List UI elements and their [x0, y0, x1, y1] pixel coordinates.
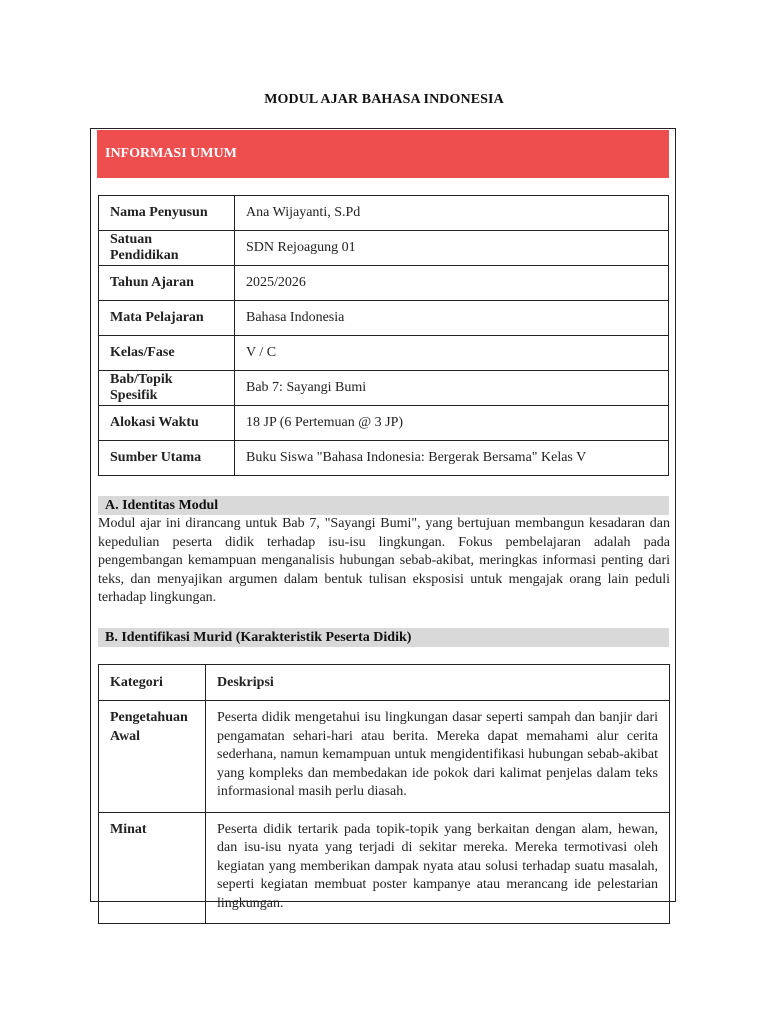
- row-category: Minat: [99, 812, 206, 924]
- column-header-deskripsi: Deskripsi: [206, 665, 670, 701]
- row-label: Tahun Ajaran: [99, 266, 235, 301]
- table-row: [99, 301, 669, 336]
- row-value: Buku Siswa "Bahasa Indonesia: Bergerak Bersama" Kelas V: [235, 441, 669, 476]
- table-row: [99, 441, 669, 476]
- table-row: [99, 812, 670, 924]
- row-category: Pengetahuan Awal: [99, 701, 206, 813]
- row-label: Bab/Topik Spesifik: [99, 371, 235, 406]
- document-frame: [90, 128, 676, 911]
- identitas-modul-heading: A. Identitas Modul: [98, 496, 669, 515]
- table-row: [99, 406, 669, 441]
- row-value: Bahasa Indonesia: [235, 301, 669, 336]
- row-value: V / C: [235, 336, 669, 371]
- column-header-kategori: Kategori: [99, 665, 206, 701]
- identifikasi-murid-table: [98, 664, 670, 924]
- table-row: [99, 371, 669, 406]
- document-title: MODUL AJAR BAHASA INDONESIA: [264, 92, 504, 107]
- row-label: Alokasi Waktu: [99, 406, 235, 441]
- table-row: [99, 231, 669, 266]
- table-row: [99, 266, 669, 301]
- table-header-row: [99, 665, 670, 701]
- row-label: Satuan Pendidikan: [99, 231, 235, 266]
- row-value: 18 JP (6 Pertemuan @ 3 JP): [235, 406, 669, 441]
- row-label: Kelas/Fase: [99, 336, 235, 371]
- informasi-umum-table: [98, 195, 669, 476]
- table-row: [99, 336, 669, 371]
- row-value: Bab 7: Sayangi Bumi: [235, 371, 669, 406]
- row-description: Peserta didik mengetahui isu lingkungan dasar seperti sampah dan banjir dari pengamatan sehari-hari atau berita. Mereka dapat memahami alur cerita sederhana, namun kemampuan untuk mengidentifikasi hubungan sebab-akibat yang kompleks dan membedakan ide pokok dari kalimat penjelas dalam teks informasional masih perlu diasah.: [206, 701, 670, 813]
- identifikasi-murid-heading: B. Identifikasi Murid (Karakteristik Peserta Didik): [98, 628, 669, 647]
- table-row: [99, 701, 670, 813]
- row-label: Sumber Utama: [99, 441, 235, 476]
- row-value: SDN Rejoagung 01: [235, 231, 669, 266]
- row-value: 2025/2026: [235, 266, 669, 301]
- identitas-modul-text: Modul ajar ini dirancang untuk Bab 7, "Sayangi Bumi", yang bertujuan membangun kesadaran dan kepedulian peserta didik terhadap isu-isu lingkungan. Fokus pembelajaran adalah pada pengembangan kemampuan menganalisis hubungan sebab-akibat, meringkas informasi penting dari teks, dan menyajikan argumen dalam bentuk tulisan eksposisi untuk mengajak orang lain peduli terhadap lingkungan.: [98, 516, 670, 605]
- table-row: [99, 196, 669, 231]
- row-label: Nama Penyusun: [99, 196, 235, 231]
- row-description: Peserta didik tertarik pada topik-topik yang berkaitan dengan alam, hewan, dan isu-isu nyata yang terjadi di sekitar mereka. Mereka termotivasi oleh kegiatan yang memberikan dampak nyata atau solusi terhadap suatu masalah, seperti kegiatan membuat poster kampanye atau merancang ide pelestarian lingkungan.: [206, 812, 670, 924]
- row-label: Mata Pelajaran: [99, 301, 235, 336]
- row-value: Ana Wijayanti, S.Pd: [235, 196, 669, 231]
- informasi-umum-heading: INFORMASI UMUM: [97, 130, 669, 178]
